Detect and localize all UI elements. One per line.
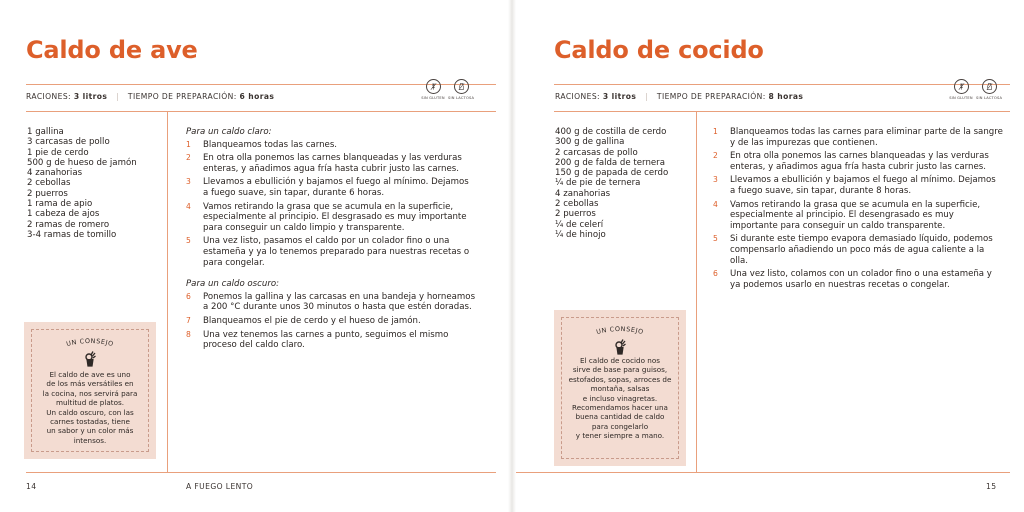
gluten-free-badge — [948, 79, 974, 100]
ingredient-item: 300 g de gallina — [555, 137, 625, 148]
meta-top-rule — [554, 84, 1010, 85]
step-item — [186, 140, 476, 151]
ingredient-item: 3-4 ramas de tomillo — [27, 229, 117, 240]
portions-label: RACIONES: — [26, 92, 72, 101]
ingredient-item: 2 carcasas de pollo — [555, 147, 638, 158]
tip-label: UN CONSEJO — [595, 324, 645, 337]
tip-line: intensos. — [73, 435, 107, 445]
meta-separator: | — [645, 92, 649, 101]
tip-line: e incluso vinagretas. — [582, 393, 658, 403]
lactose-free-label: SIN LACTOSA — [976, 96, 1003, 100]
ingredient-item: 2 cebollas — [555, 199, 599, 210]
tip-text — [36, 370, 144, 445]
step-text: Blanqueamos todas las carnes. — [203, 139, 338, 150]
tip-line: montaña, salsas — [590, 384, 650, 394]
recipe-meta — [26, 92, 274, 101]
step-number: 2 — [713, 151, 718, 161]
right-page — [512, 0, 1024, 512]
tip-box — [554, 310, 686, 466]
step-number: 6 — [713, 269, 718, 279]
step-number: 7 — [186, 315, 191, 325]
meta-bottom-rule — [26, 111, 496, 112]
svg-text:UN CONSEJO — [595, 325, 644, 336]
page-number: 14 — [26, 482, 37, 491]
ingredient-item: 1 rama de apio — [27, 199, 93, 210]
step-item — [186, 236, 476, 268]
step-item — [713, 175, 1003, 196]
ok-hand-icon — [24, 350, 156, 372]
portions-value: 3 litros — [73, 92, 108, 101]
ingredient-item: 400 g de costilla de cerdo — [555, 127, 667, 137]
recipe-title: Caldo de cocido — [554, 36, 764, 64]
step-text: En otra olla ponemos las carnes blanqueadas y las verduras enteras, y añadimos agua fría hasta cubrir justo las carnes. — [730, 151, 989, 172]
tip-line: estofados, sopas, arroces de — [568, 374, 672, 384]
meta-bottom-rule — [554, 111, 1010, 112]
tip-line: multitud de platos. — [55, 398, 125, 408]
ingredient-item: 2 ramas de romero — [27, 219, 110, 230]
step-text: Vamos retirando la grasa que se acumula en la superficie, especialmente al principio. El desgrasado es muy importante para conseguir un caldo limpio y transparente. — [203, 201, 467, 233]
ingredient-item: ¼ de pie de ternera — [555, 178, 641, 189]
portions-value: 3 litros — [602, 92, 637, 101]
step-text: Llevamos a ebullición y bajamos el fuego al mínimo. Dejamos a fuego suave, sin tapar, durante 6 horas. — [203, 177, 469, 198]
portions-label: RACIONES: — [555, 92, 601, 101]
page-number: 15 — [986, 482, 997, 491]
tip-line: de los más versátiles en — [46, 379, 134, 389]
ingredient-list — [27, 127, 137, 240]
tip-line: carnes tostadas, tiene — [50, 417, 130, 427]
svg-text:UN CONSEJO — [65, 337, 114, 348]
step-number: 2 — [186, 153, 191, 163]
variant-heading-clear: Para un caldo claro: — [186, 127, 272, 137]
method-steps — [713, 127, 1003, 293]
step-number: 1 — [186, 139, 191, 149]
footer-rule — [512, 472, 1010, 473]
meta-separator: | — [116, 92, 120, 101]
step-text: Una vez listo, pasamos el caldo por un colador fino o una estameña y ya lo tenemos preparado para nuestras recetas o para congelar. — [203, 236, 470, 268]
step-text: Una vez tenemos las carnes a punto, seguimos el mismo proceso del caldo claro. — [203, 329, 449, 351]
ingredient-item: 4 zanahorias — [555, 188, 611, 199]
section-gap — [186, 271, 476, 279]
footer-rule — [26, 472, 496, 473]
time-label: TIEMPO DE PREPARACIÓN: — [656, 92, 766, 101]
step-text: Vamos retirando la grasa que se acumula en la superficie, especialmente al principio. El desengrasado es muy importante para conseguir un caldo transparente. — [730, 199, 981, 231]
tip-line: buena cantidad de caldo — [575, 412, 665, 422]
column-divider — [167, 111, 168, 472]
column-divider — [696, 111, 697, 472]
lactose-free-badge — [976, 79, 1002, 100]
tip-label: UN CONSEJO — [65, 336, 115, 349]
step-item — [713, 269, 1003, 290]
step-number: 3 — [713, 175, 718, 185]
step-item — [186, 316, 476, 327]
lactose-free-badge — [448, 79, 474, 100]
tip-line: para congelarlo — [591, 421, 649, 431]
step-text: Blanqueamos el pie de cerdo y el hueso de jamón. — [203, 315, 421, 326]
milk-bottle-crossed-icon — [982, 79, 997, 94]
step-text: Blanqueamos todas las carnes para eliminar parte de la sangre y de las impurezas que contienen. — [730, 127, 1003, 148]
step-text: Si durante este tiempo evapora demasiado líquido, podemos compensarlo añadiendo un poco más de agua caliente a la olla. — [730, 234, 993, 266]
tip-line: El caldo de cocido nos — [580, 356, 660, 365]
step-item — [186, 330, 476, 351]
step-number: 8 — [186, 329, 191, 339]
ingredient-item: 1 cabeza de ajos — [27, 209, 100, 220]
step-item — [186, 202, 476, 234]
step-number: 6 — [186, 291, 191, 301]
gluten-free-label: SIN GLUTEN — [949, 96, 973, 100]
step-item — [713, 234, 1003, 266]
tip-line: Recomendamos hacer una — [572, 403, 668, 413]
ingredient-item: 150 g de papada de cerdo — [555, 168, 669, 179]
step-item — [713, 200, 1003, 232]
gluten-free-badge — [420, 79, 446, 100]
wheat-crossed-icon — [954, 79, 969, 94]
tip-box — [24, 322, 156, 459]
ingredient-item: 2 cebollas — [27, 178, 71, 189]
milk-bottle-crossed-icon — [454, 79, 469, 94]
tip-line: sirve de base para guisos, — [572, 365, 668, 375]
variant-heading-dark: Para un caldo oscuro: — [186, 279, 280, 290]
step-text: Ponemos la gallina y las carcasas en una bandeja y horneamos a 200 °C durante unos 30 minutos o hasta que estén doradas. — [203, 291, 476, 313]
ingredient-item: 500 g de hueso de jamón — [27, 157, 137, 168]
step-number: 4 — [186, 201, 191, 211]
step-number: 1 — [713, 127, 718, 136]
ingredient-item: 2 puerros — [27, 188, 68, 199]
step-item — [713, 151, 1003, 172]
recipe-title: Caldo de ave — [26, 36, 198, 64]
ingredient-item: 2 puerros — [555, 209, 596, 220]
step-item — [186, 177, 476, 198]
ingredient-item: 4 zanahorias — [27, 168, 83, 179]
ingredient-item: 200 g de falda de ternera — [555, 157, 665, 168]
step-text: Llevamos a ebullición y bajamos el fuego al mínimo. Dejamos a fuego suave, sin tapar, durante 8 horas. — [730, 175, 996, 196]
tip-line: y tener siempre a mano. — [575, 431, 665, 441]
step-number: 4 — [713, 199, 718, 209]
wheat-crossed-icon — [426, 79, 441, 94]
lactose-free-label: SIN LACTOSA — [448, 96, 475, 100]
gluten-free-label: SIN GLUTEN — [421, 96, 445, 100]
ingredient-item: 1 pie de cerdo — [27, 147, 89, 158]
ingredient-item: ¼ de celerí — [555, 219, 604, 230]
tip-line: El caldo de ave es uno — [49, 370, 131, 379]
recipe-meta — [555, 92, 803, 101]
book-gutter — [508, 0, 516, 512]
step-item — [186, 153, 476, 174]
ingredient-item: ¼ de hinojo — [555, 229, 606, 240]
step-text: En otra olla ponemos las carnes blanqueadas y las verduras enteras, y añadimos agua fría hasta cubrir justo las carnes. — [203, 153, 462, 174]
ingredient-list — [555, 127, 668, 240]
ingredient-item: 1 gallina — [27, 127, 64, 137]
step-text: Una vez listo, colamos con un colador fino o una estameña y ya podemos usarlo en nuestras recetas o congelar. — [730, 269, 992, 290]
time-value: 8 horas — [768, 92, 804, 101]
step-item — [713, 127, 1003, 148]
step-number: 3 — [186, 177, 191, 187]
tip-line: un sabor y un color más — [46, 426, 134, 436]
step-number: 5 — [713, 234, 718, 244]
step-number: 5 — [186, 236, 191, 246]
tip-text — [566, 356, 674, 441]
tip-line: la cocina, nos servirá para — [42, 388, 138, 398]
running-head: A FUEGO LENTO — [186, 482, 254, 491]
step-item — [186, 292, 476, 313]
tip-line: Un caldo oscuro, con las — [46, 407, 134, 417]
time-label: TIEMPO DE PREPARACIÓN: — [127, 92, 237, 101]
method-steps — [186, 127, 476, 354]
time-value: 6 horas — [239, 92, 275, 101]
ingredient-item: 3 carcasas de pollo — [27, 137, 110, 148]
